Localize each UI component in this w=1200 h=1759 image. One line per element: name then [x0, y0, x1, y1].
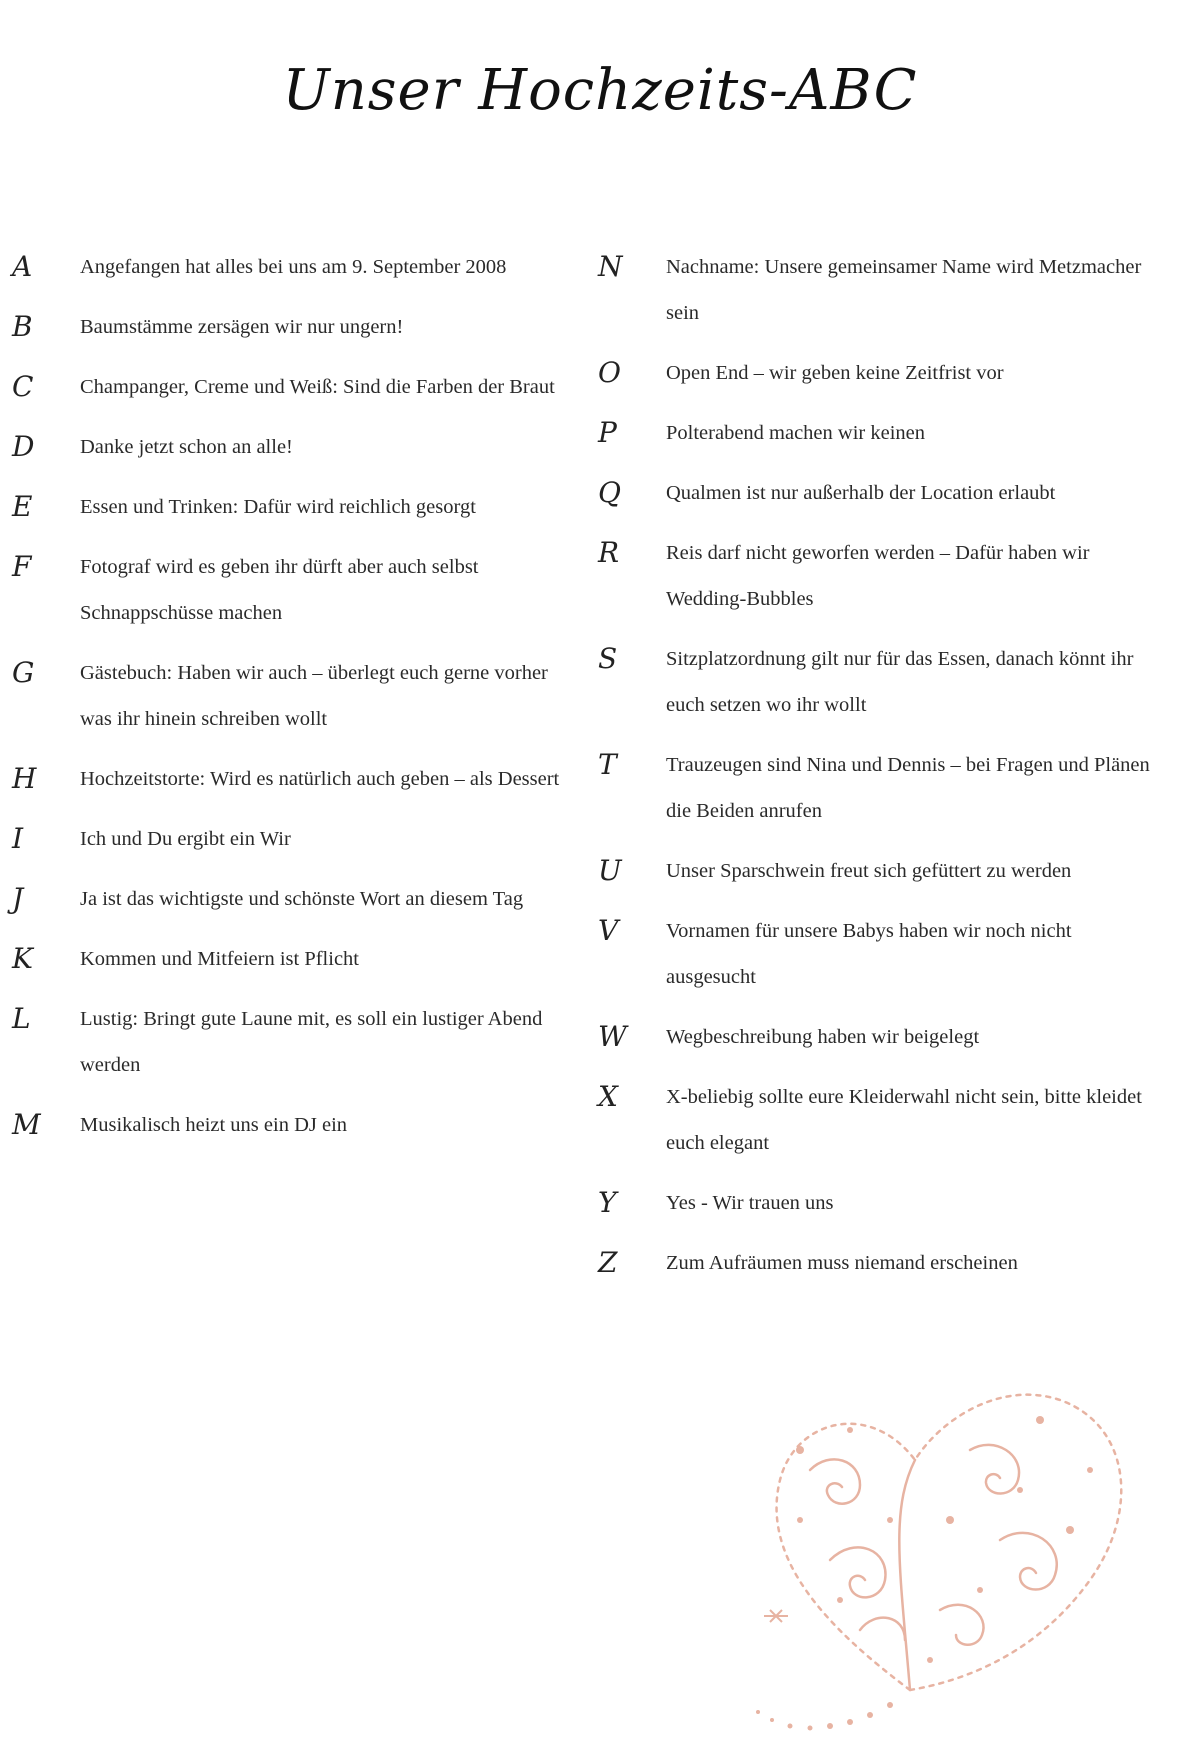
entry-letter: F	[12, 550, 32, 583]
entry-text: Polterabend machen wir keinen	[666, 422, 926, 444]
entry-text: Nachname: Unsere gemeinsamer Name wird Metzmacher sein	[666, 256, 1142, 324]
page-title: Unser Hochzeits-ABC	[282, 58, 918, 123]
abc-entry-t	[598, 742, 1158, 834]
abc-entry-v	[598, 908, 1158, 1000]
entry-letter: L	[12, 1002, 31, 1035]
abc-entry-z	[598, 1240, 1158, 1286]
abc-entry-c	[12, 364, 572, 410]
entry-letter: K	[12, 942, 33, 975]
entry-text: Angefangen hat alles bei uns am 9. September 2008	[80, 256, 507, 278]
entry-text: Zum Aufräumen muss niemand erscheinen	[666, 1252, 1018, 1274]
entry-text: Wegbeschreibung haben wir beigelegt	[666, 1026, 980, 1048]
entry-text: Open End – wir geben keine Zeitfrist vor	[666, 362, 1004, 384]
abc-entry-j	[12, 876, 572, 922]
entry-text: Hochzeitstorte: Wird es natürlich auch geben – als Dessert	[80, 768, 560, 790]
entry-text: Musikalisch heizt uns ein DJ ein	[80, 1114, 348, 1136]
abc-entry-d	[12, 424, 572, 470]
entry-text: Gästebuch: Haben wir auch – überlegt euch gerne vorher was ihr hinein schreiben wollt	[80, 662, 548, 730]
entry-text: Vornamen für unsere Babys haben wir noch nicht ausgesucht	[666, 920, 1072, 988]
abc-entry-q	[598, 470, 1158, 516]
entry-letter: A	[12, 250, 33, 283]
entry-text: Baumstämme zersägen wir nur ungern!	[80, 316, 404, 338]
heart-ornament-icon	[740, 1360, 1170, 1750]
entry-letter: U	[598, 854, 622, 887]
entry-text: Lustig: Bringt gute Laune mit, es soll ein lustiger Abend werden	[80, 1008, 543, 1076]
entry-letter: E	[12, 490, 33, 523]
abc-entry-l	[12, 996, 572, 1088]
abc-list-left	[12, 244, 572, 1162]
entry-letter: S	[598, 642, 618, 675]
entry-text: Kommen und Mitfeiern ist Pflicht	[80, 948, 359, 970]
abc-entry-f	[12, 544, 572, 636]
entry-letter: Z	[598, 1246, 618, 1279]
abc-list-right	[598, 244, 1158, 1300]
entry-text: X-beliebig sollte eure Kleiderwahl nicht sein, bitte kleidet euch elegant	[666, 1086, 1142, 1154]
abc-entry-n	[598, 244, 1158, 336]
entry-letter: I	[12, 822, 24, 855]
entry-letter: N	[598, 250, 623, 283]
abc-entry-h	[12, 756, 572, 802]
abc-entry-a	[12, 244, 572, 290]
entry-text: Sitzplatzordnung gilt nur für das Essen, danach könnt ihr euch setzen wo ihr wollt	[666, 648, 1134, 716]
entry-letter: J	[12, 882, 24, 915]
abc-entry-k	[12, 936, 572, 982]
entry-letter: M	[12, 1108, 41, 1141]
entry-letter: O	[598, 356, 621, 389]
entry-letter: V	[598, 914, 619, 947]
entry-text: Trauzeugen sind Nina und Dennis – bei Fragen und Plänen die Beiden anrufen	[666, 754, 1150, 822]
entry-text: Essen und Trinken: Dafür wird reichlich gesorgt	[80, 496, 476, 518]
entry-letter: W	[598, 1020, 627, 1053]
entry-letter: C	[12, 370, 34, 403]
abc-entry-x	[598, 1074, 1158, 1166]
entry-letter: R	[598, 536, 620, 569]
entry-text: Reis darf nicht geworfen werden – Dafür haben wir Wedding-Bubbles	[666, 542, 1090, 610]
entry-letter: G	[12, 656, 35, 689]
entry-text: Qualmen ist nur außerhalb der Location erlaubt	[666, 482, 1056, 504]
entry-text: Fotograf wird es geben ihr dürft aber auch selbst Schnappschüsse machen	[80, 556, 479, 624]
abc-entry-p	[598, 410, 1158, 456]
abc-entry-r	[598, 530, 1158, 622]
abc-entry-w	[598, 1014, 1158, 1060]
entry-letter: P	[598, 416, 617, 449]
abc-entry-b	[12, 304, 572, 350]
entry-text: Champanger, Creme und Weiß: Sind die Farben der Braut	[80, 376, 555, 398]
abc-entry-o	[598, 350, 1158, 396]
entry-text: Danke jetzt schon an alle!	[80, 436, 293, 458]
entry-letter: T	[598, 748, 617, 781]
abc-entry-e	[12, 484, 572, 530]
abc-entry-s	[598, 636, 1158, 728]
abc-entry-i	[12, 816, 572, 862]
entry-letter: Q	[598, 476, 621, 509]
entry-text: Ich und Du ergibt ein Wir	[80, 828, 291, 850]
abc-entry-u	[598, 848, 1158, 894]
abc-entry-y	[598, 1180, 1158, 1226]
entry-letter: H	[12, 762, 37, 795]
entry-letter: D	[12, 430, 35, 463]
entry-letter: X	[598, 1080, 618, 1113]
entry-text: Ja ist das wichtigste und schönste Wort an diesem Tag	[80, 888, 524, 910]
entry-letter: Y	[598, 1186, 617, 1219]
entry-letter: B	[12, 310, 33, 343]
entry-text: Unser Sparschwein freut sich gefüttert zu werden	[666, 860, 1072, 882]
abc-entry-g	[12, 650, 572, 742]
entry-text: Yes - Wir trauen uns	[666, 1192, 834, 1214]
abc-entry-m	[12, 1102, 572, 1148]
